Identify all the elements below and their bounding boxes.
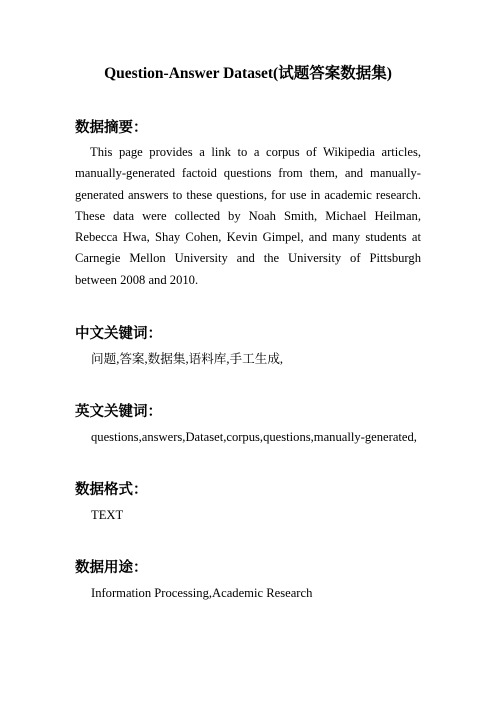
english-keywords-heading: 英文关键词： (75, 404, 162, 420)
english-keywords-value: questions,answers,Dataset,corpus,questions,manually-generated, (91, 430, 417, 444)
data-use-value: Information Processing,Academic Research (91, 586, 313, 600)
document-title: Question-Answer Dataset(试题答案数据集) (104, 65, 392, 82)
chinese-keywords-heading: 中文关键词： (75, 326, 162, 342)
data-use-heading: 数据用途： (75, 560, 148, 576)
data-format-heading: 数据格式： (75, 482, 148, 498)
abstract-heading: 数据摘要： (75, 120, 148, 136)
chinese-keywords-value: 问题,答案,数据集,语料库,手工生成, (91, 352, 284, 366)
abstract-text: This page provides a link to a corpus of Wikipedia articles, manually-generated factoid questions from them, and manually-generated answers to these questions, for use in academic research. These data were collected by Noah Smith, Michael Heilman, Rebecca Hwa, Shay Cohen, Kevin Gimpel, and many students at Carnegie Mellon University and the University of Pittsburgh between 2008 and 2010. (75, 145, 421, 287)
data-format-value: TEXT (91, 508, 124, 522)
